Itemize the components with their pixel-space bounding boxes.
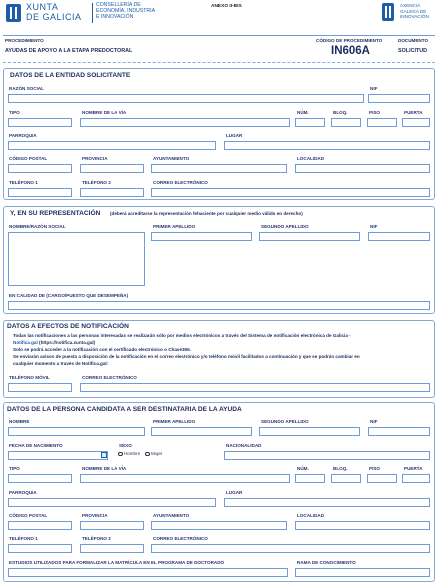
s1-localidad-field[interactable] [295, 164, 430, 173]
s4-fecha-nacimiento-label: FECHA DE NACIMIENTO [9, 443, 63, 448]
s4-cp-label: CÓDIGO POSTAL [9, 513, 48, 518]
s1-parroquia-label: PARROQUIA [9, 133, 37, 138]
s4-primer-apellido-field[interactable] [151, 427, 252, 436]
hombre-label: Hombre [123, 451, 141, 456]
s1-telefono1-label: TELÉFONO 1 [9, 180, 38, 185]
section2-subtitle: (deberá acreditarse la representación fehaciente por cualquier medio válido en derecho) [110, 211, 303, 216]
conselleria-line3: E INNOVACIÓN [96, 14, 134, 21]
s1-puerta-label: PUERTA [404, 110, 423, 115]
s4-ayuntamiento-label: AYUNTAMIENTO [153, 513, 190, 518]
s1-provincia-field[interactable] [80, 164, 144, 173]
s1-correo-field[interactable] [151, 188, 430, 197]
conselleria-line1: CONSELLERÍA DE [96, 2, 141, 8]
s1-tipo-field[interactable] [8, 118, 72, 127]
s1-telefono2-label: TELÉFONO 2 [82, 180, 111, 185]
s4-bloq-field[interactable] [331, 474, 361, 483]
s4-tipo-label: TIPO [9, 466, 20, 471]
s1-telefono1-field[interactable] [8, 188, 72, 197]
s3-notice-line2 [13, 340, 95, 345]
s1-num-field[interactable] [295, 118, 325, 127]
s4-piso-label: PISO [369, 466, 380, 471]
s4-nif-field[interactable] [368, 427, 430, 436]
s1-telefono2-field[interactable] [80, 188, 144, 197]
s4-telefono1-field[interactable] [8, 544, 72, 553]
procedure-code-label: CÓDIGO DE PROCEDIMIENTO [316, 38, 383, 43]
section1-title: DATOS DE LA ENTIDAD SOLICITANTE [10, 72, 131, 79]
notifica-url: (https://notifica.xunta.gal) [39, 340, 96, 345]
s4-telefono2-field[interactable] [80, 544, 144, 553]
mujer-radio[interactable] [145, 452, 150, 457]
s3-correo-label: CORREO ELECTRÓNICO [82, 375, 137, 380]
document-value: SOLICITUD [398, 48, 428, 54]
s1-cp-label: CÓDIGO POSTAL [9, 156, 48, 161]
procedure-value: AYUDAS DE APOYO A LA ETAPA PREDOCTORAL [5, 48, 133, 54]
s2-primer-apellido-label: PRIMER APELLIDO [153, 224, 196, 229]
s1-tipo-label: TIPO [9, 110, 20, 115]
s1-correo-label: CORREO ELECTRÓNICO [153, 180, 208, 185]
agency-line3: INNOVACIÓN [400, 14, 429, 20]
s4-segundo-apellido-field[interactable] [259, 427, 360, 436]
agency-name [400, 3, 429, 20]
agency-line2: GALEGA DE [400, 8, 427, 14]
section4-title: DATOS DE LA PERSONA CANDIDATA A SER DESTINATARIA DE LA AYUDA [7, 406, 242, 413]
s2-nif-label: NIF [370, 224, 378, 229]
s2-primer-apellido-field[interactable] [151, 232, 252, 241]
section3-title: DATOS A EFECTOS DE NOTIFICACIÓN [7, 323, 129, 330]
s1-nif-label: NIF [370, 86, 378, 91]
s4-telefono1-label: TELÉFONO 1 [9, 536, 38, 541]
s1-parroquia-field[interactable] [8, 141, 216, 150]
s2-en-calidad-field[interactable] [8, 301, 430, 310]
s1-lugar-field[interactable] [224, 141, 430, 150]
s1-nif-field[interactable] [368, 94, 430, 103]
s2-nombre-field[interactable] [8, 232, 145, 286]
mujer-label: Mujer [151, 451, 163, 456]
s1-piso-label: PISO [369, 110, 380, 115]
s1-ayuntamiento-field[interactable] [151, 164, 287, 173]
document-label: DOCUMENTO [398, 38, 429, 43]
section2-title: Y, EN SU REPRESENTACIÓN [10, 210, 101, 217]
procedure-top-line [3, 35, 435, 36]
s2-segundo-apellido-field[interactable] [259, 232, 360, 241]
s4-nombre-via-field[interactable] [80, 474, 290, 483]
procedure-bottom-line [3, 62, 435, 63]
annex-label: ANEXO II-BIS [211, 4, 242, 9]
s3-notice-line3: Solo se podrá acceder a la notificación con el certificado electrónico o Chave365. [13, 347, 191, 352]
s1-cp-field[interactable] [8, 164, 72, 173]
s1-lugar-label: LUGAR [226, 133, 243, 138]
s1-provincia-label: PROVINCIA [82, 156, 108, 161]
s4-piso-field[interactable] [367, 474, 397, 483]
s4-tipo-field[interactable] [8, 474, 72, 483]
s4-nacionalidad-label: NACIONALIDAD [226, 443, 262, 448]
s4-sexo-label: SEXO [119, 443, 132, 448]
s1-nombre-via-label: NOMBRE DE LA VÍA [82, 110, 127, 115]
page-header [0, 0, 439, 34]
s4-provincia-label: PROVINCIA [82, 513, 108, 518]
s4-estudios-field[interactable] [8, 568, 288, 577]
hombre-radio[interactable] [118, 452, 123, 457]
s2-segundo-apellido-label: SEGUNDO APELLIDO [261, 224, 309, 229]
s2-en-calidad-label: EN CALIDAD DE (CARGO/PUESTO QUE DESEMPEÑA) [9, 293, 129, 298]
calendar-icon[interactable] [101, 452, 107, 458]
s2-nif-field[interactable] [368, 232, 430, 241]
s1-nombre-via-field[interactable] [80, 118, 290, 127]
s1-puerta-field[interactable] [402, 118, 430, 127]
s1-piso-field[interactable] [367, 118, 397, 127]
conselleria-name [96, 2, 155, 21]
s2-nombre-label: NOMBRE/RAZÓN SOCIAL [9, 224, 66, 229]
s4-num-label: NÚM. [297, 466, 309, 471]
xunta-name-line1: XUNTA [26, 2, 59, 12]
s4-puerta-field[interactable] [402, 474, 430, 483]
s4-puerta-label: PUERTA [404, 466, 423, 471]
s4-estudios-label: ESTUDIOS UTILIZADOS PARA FORMALIZAR LA MATRÍCULA EN EL PROGRAMA DE DOCTORADO [9, 560, 225, 565]
s4-ayuntamiento-field[interactable] [151, 521, 287, 530]
s4-nombre-label: NOMBRE [9, 419, 30, 424]
xunta-logo [5, 2, 91, 24]
s4-localidad-field[interactable] [295, 521, 430, 530]
s4-provincia-field[interactable] [80, 521, 144, 530]
notifica-link[interactable]: Notifica.gal [13, 340, 38, 345]
s4-localidad-label: LOCALIDAD [297, 513, 325, 518]
s4-segundo-apellido-label: SEGUNDO APELLIDO [261, 419, 309, 424]
s1-bloq-field[interactable] [331, 118, 361, 127]
procedure-code-value: IN606A [331, 45, 370, 57]
s3-correo-field[interactable] [80, 383, 430, 392]
s4-nacionalidad-field[interactable] [224, 451, 430, 460]
procedure-label: PROCEDIMIENTO [5, 38, 44, 43]
s1-ayuntamiento-label: AYUNTAMIENTO [153, 156, 190, 161]
s4-rama-label: RAMA DE CONOCIMIENTO [297, 560, 356, 565]
conselleria-line2: ECONOMÍA, INDUSTRIA [96, 8, 156, 15]
s4-primer-apellido-label: PRIMER APELLIDO [153, 419, 196, 424]
s1-bloq-label: BLOQ. [333, 110, 348, 115]
s1-razon-social-field[interactable] [8, 94, 364, 103]
s3-notice-line5: cualquier momento a través de Notifica.gal: [13, 361, 109, 366]
s4-fecha-nacimiento-field[interactable] [8, 451, 108, 460]
s1-num-label: NÚM. [297, 110, 309, 115]
s4-rama-field[interactable] [295, 568, 430, 577]
s4-sexo-options [118, 451, 163, 456]
s4-nombre-via-label: NOMBRE DE LA VÍA [82, 466, 127, 471]
xunta-name-line2: DE GALICIA [26, 12, 82, 22]
xunta-emblem-icon [5, 3, 22, 23]
header-divider [92, 3, 93, 23]
s3-telefono-movil-field[interactable] [8, 383, 72, 392]
s3-notice-line4: Se enviarán avisos de puesta a disposición de la notificación en el correo electrónico y/o teléfono móvil facilitados a continuación y que se podrán cambiar en [13, 354, 360, 359]
s1-razon-social-label: RAZÓN SOCIAL [9, 86, 44, 91]
s4-nombre-field[interactable] [8, 427, 145, 436]
s1-localidad-label: LOCALIDAD [297, 156, 325, 161]
s3-notice-line1: Todas las notificaciones a las personas interesadas se realizarán sólo por medios electrónicos a través del Sistema de notificación electrónica de Galicia - [13, 333, 351, 338]
s4-lugar-label: LUGAR [226, 490, 243, 495]
s4-correo-label: CORREO ELECTRÓNICO [153, 536, 208, 541]
s4-correo-field[interactable] [151, 544, 430, 553]
agency-line1: AXENCIA [400, 3, 421, 8]
s4-nif-label: NIF [370, 419, 378, 424]
s4-bloq-label: BLOQ. [333, 466, 348, 471]
s4-telefono2-label: TELÉFONO 2 [82, 536, 111, 541]
s3-telefono-movil-label: TELÉFONO MÓVIL [9, 375, 50, 380]
s4-parroquia-field[interactable] [8, 498, 216, 507]
s4-cp-field[interactable] [8, 521, 72, 530]
agency-emblem-icon [381, 2, 395, 22]
s4-num-field[interactable] [295, 474, 325, 483]
s4-lugar-field[interactable] [224, 498, 430, 507]
s4-parroquia-label: PARROQUIA [9, 490, 37, 495]
